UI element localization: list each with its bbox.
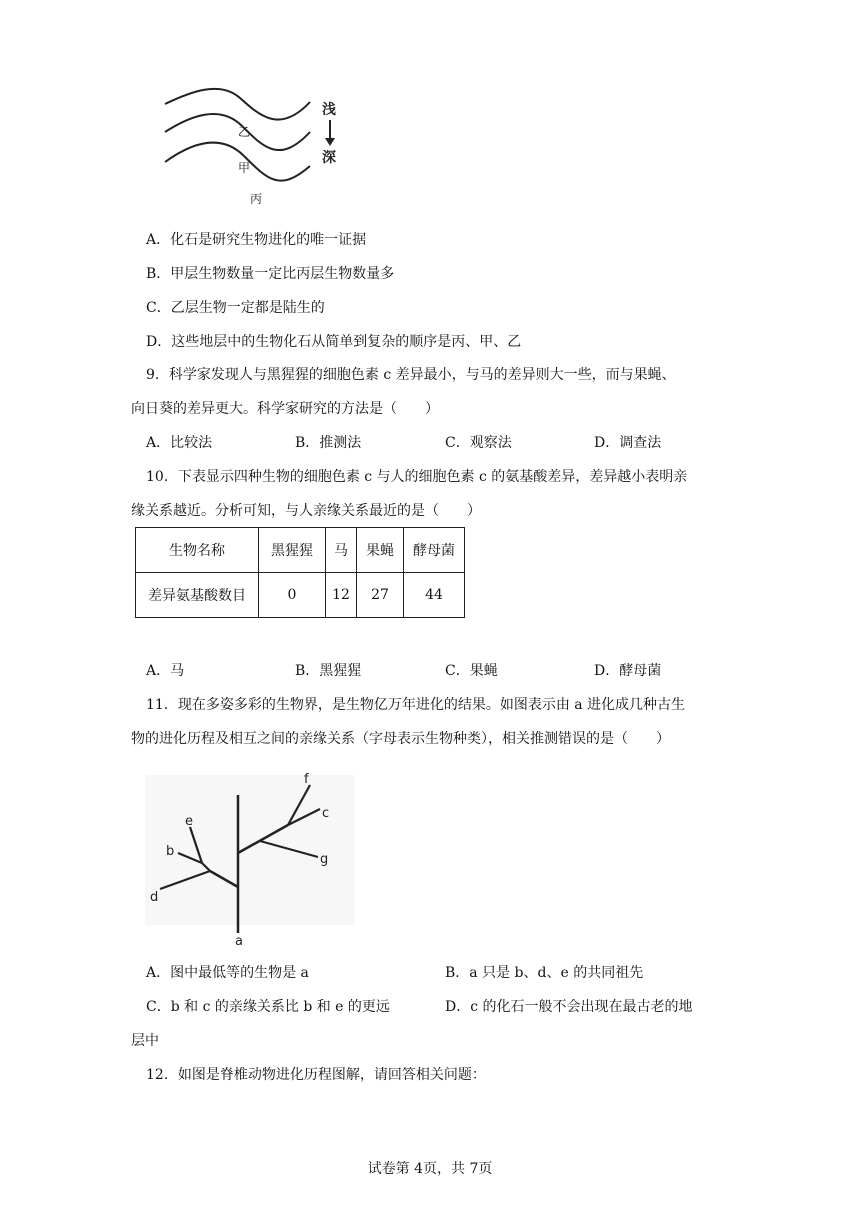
q11-option-c: C．b 和 c 的亲缘关系比 b 和 e 的更远 xyxy=(146,999,390,1015)
table-header-row xyxy=(136,528,465,573)
q10-stem-line1: 10．下表显示四种生物的细胞色素 c 与人的细胞色素 c 的氨基酸差异，差异越小表明亲 xyxy=(146,469,688,485)
q9-option-b: B．推测法 xyxy=(295,435,362,451)
stratum-label-yi: 乙 xyxy=(238,125,251,139)
node-label-e: e xyxy=(185,814,193,829)
q9-option-d: D．调查法 xyxy=(594,435,662,451)
table-cell: 0 xyxy=(259,573,326,618)
table-cell: 果蝇 xyxy=(357,528,404,573)
q9-stem-line2: 向日葵的差异更大。科学家研究的方法是（ ） xyxy=(131,401,439,417)
q11-stem-line1: 11．现在多姿多彩的生物界，是生物亿万年进化的结果。如图表示由 a 进化成几种古生 xyxy=(146,697,686,713)
table-row xyxy=(136,573,465,618)
table-cell: 差异氨基酸数目 xyxy=(136,573,259,618)
q11-option-d: D．c 的化石一般不会出现在最古老的地 xyxy=(445,999,693,1015)
q11-option-a: A．图中最低等的生物是 a xyxy=(146,965,309,981)
q8-option-b: B．甲层生物数量一定比丙层生物数量多 xyxy=(146,266,395,282)
table-cell: 酵母菌 xyxy=(404,528,465,573)
node-label-c: c xyxy=(322,806,330,821)
q10-option-d: D．酵母菌 xyxy=(594,663,662,679)
evolution-tree-figure xyxy=(140,765,360,950)
strata-figure xyxy=(150,84,370,214)
depth-arrow-head xyxy=(325,138,335,146)
q10-option-c: C．果蝇 xyxy=(445,663,498,679)
page-footer: 试卷第 4页，共 7页 xyxy=(367,1161,493,1177)
q9-option-a: A．比较法 xyxy=(146,435,213,451)
amino-acid-difference-table xyxy=(135,527,465,618)
q10-option-a: A．马 xyxy=(146,663,185,679)
table-cell: 马 xyxy=(326,528,357,573)
node-label-d: d xyxy=(150,890,159,905)
q12-stem: 12．如图是脊椎动物进化历程图解，请回答相关问题： xyxy=(146,1067,486,1083)
q9-stem-line1: 9．科学家发现人与黑猩猩的细胞色素 c 差异最小，与马的差异则大一些，而与果蝇、 xyxy=(146,367,676,383)
depth-label-shallow: 浅 xyxy=(322,102,336,118)
stratum-line-top xyxy=(165,89,310,120)
table-cell: 12 xyxy=(326,573,357,618)
q8-option-a: A．化石是研究生物进化的唯一证据 xyxy=(146,232,367,248)
q10-stem-line2: 缘关系越近。分析可知，与人亲缘关系最近的是（ ） xyxy=(131,503,481,519)
node-label-f: f xyxy=(304,772,309,787)
q10-option-b: B．黑猩猩 xyxy=(295,663,362,679)
depth-label-deep: 深 xyxy=(322,150,336,166)
q11-option-d-continued: 层中 xyxy=(131,1033,159,1049)
node-label-g: g xyxy=(320,852,329,867)
q8-option-d: D．这些地层中的生物化石从简单到复杂的顺序是丙、甲、乙 xyxy=(146,334,522,350)
q9-option-c: C．观察法 xyxy=(445,435,512,451)
q11-stem-line2: 物的进化历程及相互之间的亲缘关系（字母表示生物种类），相关推测错误的是（ ） xyxy=(131,731,670,747)
stratum-label-bing: 丙 xyxy=(250,192,263,206)
q8-option-c: C．乙层生物一定都是陆生的 xyxy=(146,300,325,316)
node-label-b: b xyxy=(166,844,175,859)
table-cell: 44 xyxy=(404,573,465,618)
node-label-a: a xyxy=(235,934,243,949)
table-cell: 生物名称 xyxy=(136,528,259,573)
table-cell: 27 xyxy=(357,573,404,618)
figure-background xyxy=(145,775,355,925)
stratum-label-jia: 甲 xyxy=(238,161,251,175)
q11-option-b: B．a 只是 b、d、e 的共同祖先 xyxy=(445,965,644,981)
table-cell: 黑猩猩 xyxy=(259,528,326,573)
